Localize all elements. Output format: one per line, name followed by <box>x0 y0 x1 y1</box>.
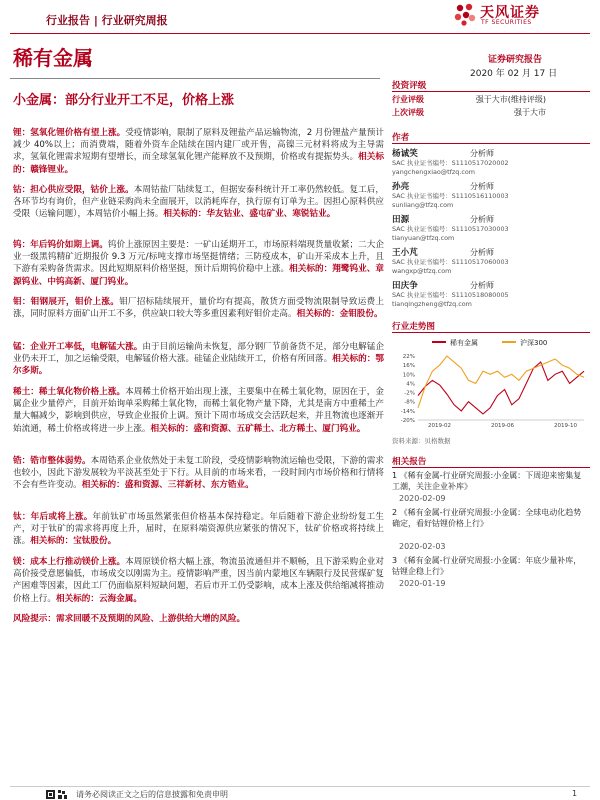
author-role: 分析师 <box>470 215 494 224</box>
paragraph-cobalt: 钴：担心供应受限，钴价上涨。本周钴盐厂陆续复工，但据安泰科统计开工率仍然较低。复工后，各环节均有询价，但产业链采购尚未全面展开，以消耗库存，执行原有订单为主。因担心原料供应受限（运输问题），本周钴价小幅上扬。相关标的：华友钴业、盛屯矿业、寒锐钴业。 <box>13 185 384 220</box>
series-line <box>418 356 584 408</box>
y-tick-label: 4% <box>406 381 415 388</box>
related-report-item[interactable]: 3 《稀有金属-行业研究周报:小金属：年底少量补库，钴锂企稳上行》 <box>392 556 582 576</box>
related-report-date: 2020-02-03 <box>399 542 446 551</box>
y-tick-label: -2% <box>404 390 415 397</box>
related-report-item[interactable]: 2 《稀有金属-行业研究周报:小金属：全球电动化趋势确定，看好钴锂价格上行》 <box>392 508 582 528</box>
paragraph-titanium: 钛：年后或将上涨。年前钛矿市场虽然紧张但价格基本保持稳定。年后随着下游企业纷纷复工生产，对于钛矿的需求将再度上升，届时，在原料端资源供应紧张的情况下，钛矿价格或将持续上涨。相关标的：宝钛股份。 <box>13 512 384 547</box>
author-cert: SAC 执业证书编号：S1110518080005 <box>392 291 509 299</box>
related-report-date: 2020-01-19 <box>399 579 446 588</box>
author-role: 分析师 <box>470 248 494 257</box>
chart-source: 资料来源：贝格数据 <box>392 437 451 445</box>
author-divider <box>392 143 590 144</box>
x-tick-label: 2019-10 <box>554 423 577 429</box>
related-divider <box>392 467 590 468</box>
paragraph-magnesium: 镁：成本上行推动镁价上涨。本周原镁价格大幅上涨，物流虽流通但并不顺畅，且下游采购企业对高价接受意愿偏低，市场成交以刚需为主。疫情影响严重，因当前内蒙地区车辆限行及民营煤矿复产困难等因素，因此工厂仍面临原料短缺问题，若后市开工仍受影响，成本上涨及供给缩减将推动价格上行。相关标的：云海金属。 <box>13 557 384 604</box>
report-subtitle: 小金属：部分行业开工不足，价格上涨 <box>13 93 235 108</box>
y-tick-label: 16% <box>402 363 415 370</box>
report-type: 证券研究报告 <box>488 55 543 65</box>
report-date: 2020 年 02 月 17 日 <box>470 69 558 79</box>
author-cert: SAC 执业证书编号：S1110517020002 <box>392 159 509 167</box>
x-tick-label: 2019-06 <box>491 423 514 429</box>
qr-code-icon <box>46 790 68 799</box>
related-title: 相关报告 <box>392 457 427 467</box>
author-cert: SAC 执业证书编号：S1110516110003 <box>392 192 509 200</box>
chart-title: 行业走势图 <box>392 322 435 332</box>
y-tick-label: 10% <box>402 372 415 379</box>
x-tick-label: 2019-02 <box>428 423 451 429</box>
chart-divider <box>392 332 590 333</box>
author-cert: SAC 执业证书编号：S1110517060003 <box>392 258 509 266</box>
author-role: 分析师 <box>470 149 494 158</box>
paragraph-tungsten: 钨：年后钨价如期上调。钨价上涨原因主要是：一矿山延期开工，市场原料端现货量收紧；二大企业一级黑钨精矿近期报价 9.3 万元/标吨支撑市场坚挺情绪；三防疫成本，矿山开采成本上升，且下游有采购备货需求。因此短期原料价格坚挺，预计后期钨价稳中上涨。相关标的：翔鹭钨业、章源钨业、中钨高新、厦门钨业。 <box>13 240 384 287</box>
legend-label: 沪深300 <box>520 339 548 347</box>
author-email[interactable]: sunliang@tfzq.com <box>392 201 454 209</box>
footer-divider <box>10 786 590 787</box>
related-report-date: 2020-02-09 <box>399 494 446 503</box>
author-name: 杨诚笑 <box>392 149 418 159</box>
report-category-tabs: 行业报告 | 行业研究周报 <box>46 14 168 27</box>
author-name: 田庆争 <box>392 281 418 291</box>
y-tick-label: 22% <box>402 354 415 360</box>
legend-label: 稀有金属 <box>450 339 478 347</box>
related-report-item[interactable]: 1 《稀有金属-行业研究周报:小金属：下周迎来密集复工潮，关注企业补库》 <box>392 471 582 491</box>
author-name: 田源 <box>392 215 410 225</box>
sector-title: 稀有金属 <box>13 46 93 70</box>
author-email[interactable]: wangxp@tfzq.com <box>392 267 452 275</box>
tf-securities-logo-icon <box>453 2 477 26</box>
rating-divider <box>392 91 590 92</box>
header-divider <box>10 33 590 34</box>
rating-row-industry: 行业评级 强于大市(维持评级) <box>392 95 546 104</box>
paragraph-lithium: 锂：氢氧化锂价格有望上涨。受疫情影响，限制了原料及锂盐产品运输物流，2 月份锂盐产量预计减少 40%以上；而消费端，随着外资车企陆续在国内建厂或开售，高镍三元材料将成为主导需求，氢氧化锂需求短期有望增长，而全球氢氧化锂产能释放不及预期，价格或有提振势头。相关标的：赣锋锂业。 <box>13 128 384 175</box>
y-tick-label: -8% <box>404 399 415 406</box>
author-email[interactable]: yangchengxiao@tfzq.com <box>392 168 476 176</box>
author-email[interactable]: tianyuan@tfzq.com <box>392 234 455 242</box>
paragraph-rare-earth: 稀土：稀土氧化物价格上涨。本周稀土价格开始出现上涨，主要集中在稀土氧化物，原因在于，金属企业少量停产，目前开始询单采购稀土氧化物，而稀土氧化物产量下降，尤其是南方中重稀土产量大幅减少，影响到供应，导致企业报价上调。预计下周市场成交会活跃起来，并且物流也逐渐开始流通，稀土价格或将进一步上涨。相关标的：盛和资源、五矿稀土、北方稀土、厦门钨业。 <box>13 387 384 434</box>
author-role: 分析师 <box>470 281 494 290</box>
y-tick-label: -14% <box>400 408 415 415</box>
title-divider <box>10 78 380 79</box>
risk-warning: 风险提示：需求回暖不及预期的风险、上游供给大增的风险。 <box>13 614 246 624</box>
paragraph-molybdenum: 钼：钼钢展开，钼价上涨。钼厂招标陆续展开，量价均有提高，散货方面受物流限制导致运费上涨，同时原料方面矿山开工不多，供应缺口较大等多重因素利好钼价走高。相关标的：金钼股份。 <box>13 297 384 320</box>
paragraph-zirconium: 锆：锆市整体弱势。本周锆系企业依然处于未复工阶段，受疫情影响物流运输也受限，下游的需求也较小，因此下游发展较为平淡甚至处于下行。从目前的市场来看，一段时间内市场价格和行情将不会有些许变动。相关标的：盛和资源、三祥新材、东方锆业。 <box>13 456 384 491</box>
logo-text-en: TF SECURITIES <box>481 19 532 26</box>
disclaimer-text: 请务必阅读正文之后的信息披露和免责申明 <box>76 790 228 799</box>
rating-title: 投资评级 <box>392 81 427 91</box>
page-number: 1 <box>572 789 578 798</box>
author-role: 分析师 <box>470 182 494 191</box>
industry-trend-chart <box>392 334 590 430</box>
author-name: 王小芃 <box>392 248 418 258</box>
author-title: 作者 <box>392 133 410 143</box>
rating-row-previous: 上次评级 强于大市 <box>392 108 546 117</box>
logo-text: 天风证券 <box>480 5 540 21</box>
paragraph-manganese: 锰：企业开工率低，电解锰大涨。由于目前运输尚未恢复，部分钢厂节前备货不足，部分电解锰企业仍未开工，加之运输受限，电解锰价格大涨。硅锰企业陆续开工，价格有所回落。相关标的：鄂尔多斯。 <box>13 342 384 377</box>
author-cert: SAC 执业证书编号：S1110517030003 <box>392 225 509 233</box>
author-email[interactable]: tianqingzheng@tfzq.com <box>392 300 472 308</box>
author-name: 孙亮 <box>392 182 410 192</box>
y-tick-label: -20% <box>400 418 415 424</box>
series-line <box>418 362 584 414</box>
